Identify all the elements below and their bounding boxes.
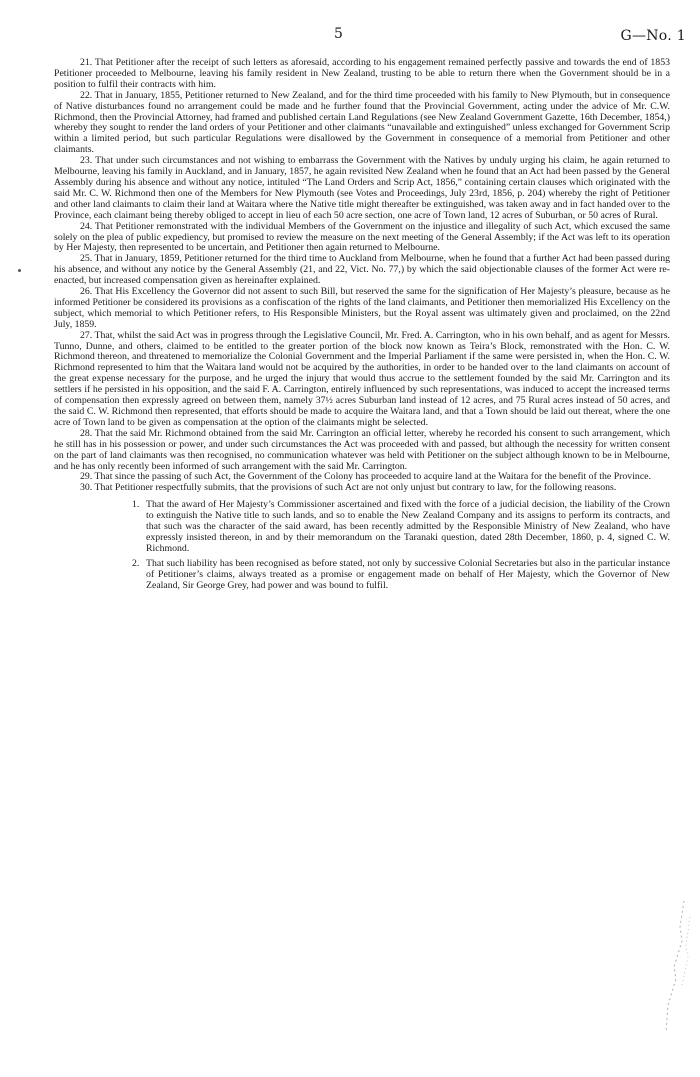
paragraph-25: 25. That in January, 1859, Petitioner returned for the third time to Auckland from Melbourne, when he found that a further Act had been passed during his absence, and without any notice by the General Assembly (21, and 22, Vict. No. 77,) by which the said objectionable clauses of the former Act were re-enacted, but increased compensation given as hereinafter explained. <box>54 253 670 287</box>
reason-text: That the award of Her Majesty’s Commissioner ascertained and fixed with the force of a judicial decision, the liability of the Crown to extinguish the Native title to such lands, and so to enable the New Zealand Company and its assigns to perform its contracts, and that such was the character of the said award, has been recently admitted by the Responsible Ministry of New Zealand, who have expressly insisted thereon, in and by their memorandum on the Taranaki question, dated 28th December, 1860, p. 4, signed C. W. Richmond. <box>146 499 670 554</box>
paragraph-27: 27. That, whilst the said Act was in progress through the Legislative Council, Mr. Fred. A. Carrington, who in his own behalf, and as agent for Messrs. Tunno, Dunne, and others, claimed to be entitled to the greater portion of the block now known as Teira’s Block, remonstrated with the Hon. C. W. Richmond thereon, and threatened to memorialize the Colonial Government and the Imperial Parliament if the same were persisted in, when the Hon. C. W. Richmond represented to him that the Waitara land would not be acquired by the authorities, in order to be handed over to the land claimants on account of the great expense necessary for the purpose, and he urged the injury that would thus accrue to the settlement founded by the said Mr. Carrington and its settlers if he persisted in his opposition, and the said F. A. Carrington, entirely influenced by such representations, was induced to accept the increased terms of compensation then expressly agreed on between them, namely 37½ acres Suburban land instead of 12 acres, and 75 Rural acres instead of 50 acres, and the said C. W. Richmond then represented, that efforts should be made to acquire the Waitara land, and that a Town should be laid out thereat, where the one acre of Town land to be given as compensation at the option of the claimants might be selected. <box>54 329 670 428</box>
paragraph-29: 29. That since the passing of such Act, the Government of the Colony has proceeded to acquire land at the Waitara for the benefit of the Province. <box>80 471 651 483</box>
reason-item <box>132 559 670 592</box>
reasons-list <box>54 500 670 591</box>
paragraph-26: 26. That His Excellency the Governor did not assent to such Bill, but reserved the same for the signification of Her Majesty’s pleasure, because as he informed Petitioner be considered its provisions as a confiscation of the rights of the land claimants, and Petitioner then memorialized His Excellency on the subject, which memorial to which Petitioner refers, to His Responsible Ministers, but the Royal assent was ultimately given and proclaimed, on the 22nd July, 1859. <box>54 286 670 330</box>
paragraph-30: 30. That Petitioner respectfully submits, that the provisions of such Act are not only unjust but contrary to law, for the following reasons. <box>80 482 617 494</box>
series-reference: G—No. 1 <box>620 28 686 44</box>
margin-scribble <box>654 897 694 1037</box>
petition-body <box>54 58 670 596</box>
paragraph-28: 28. That the said Mr. Richmond obtained from the said Mr. Carrington an official letter, whereby he recorded his consent to such arrangement, which he still has in his possession or power, and under such circumstances the Act was proceeded with and passed, but although the necessity for written consent on the part of land claimants was then recognised, no communication whatever was held with Petitioner on the subject although known to be in Melbourne, and he has only recently been informed of such arrangement with the said Mr. Carrington. <box>54 427 670 472</box>
paragraph-21: 21. That Petitioner after the receipt of such letters as aforesaid, according to his engagement remained perfectly passive and towards the end of 1853 Petitioner proceeded to Melbourne, leaving his family resident in New Zealand, trusting to be able to return there when the Government should be in a position to fulfil their contracts with him. <box>54 57 670 90</box>
reason-item <box>132 500 670 555</box>
paragraph-23: 23. That under such circumstances and not wishing to embarrass the Government with the Natives by unduly urging his claim, he again returned to Melbourne, leaving his family in Auckland, and in January, 1857, he again revisited New Zealand when he found that an Act had been passed by the General Assembly during his absence and without any notice, intituled “The Land Orders and Scrip Act, 1856,” containing certain clauses which originated with the said Mr. C. W. Richmond then one of the Members for New Plymouth (see Votes and Proceedings, July 23rd, 1856, p. 204) whereby the right of Petitioner and other land claimants to claim their land at Waitara where the Native title might thereafter be extinguished, was taken away and in fact handed over to the Province, each claimant being thereby obliged to accept in lieu of each 50 acre section, one acre of Town land, 12 acres of Suburban, or 50 acres of Rural. <box>54 155 670 221</box>
page-number: 5 <box>334 26 343 42</box>
margin-dot <box>18 269 21 272</box>
reason-number: 1. <box>132 499 140 511</box>
reason-text: That such liability has been recognised as before stated, not only by successive Colonial Secretaries but also in the particular instance of Petitioner’s claims, always treated as a promise or engagement made on behalf of Her Majesty, which the Governor of New Zealand, Sir George Grey, had power and was bound to fulfil. <box>146 557 670 591</box>
paragraph-22: 22. That in January, 1855, Petitioner returned to New Zealand, and for the third time proceeded with his family to New Plymouth, but in consequence of Native disturbances found no arrangement could be made and he further found that the Provincial Government, acting under the advice of Mr. C.W. Richmond, then the Provincial Attorney, had framed and published certain Land Regulations (see New Zealand Government Gazette, 16th December, 1854,) whereby they sought to render the land orders of your Petitioner and other claimants “unavailable and extinguished” unless exchanged for Government Scrip within a limited period, but such particular Regulations were disallowed by the Government in consequence of a memorial from Petitioner and other claimants. <box>54 89 670 156</box>
reason-number: 2. <box>132 557 140 569</box>
paragraph-24: 24. That Petitioner remonstrated with the individual Members of the Government on the injustice and illegality of such Act, which excused the same solely on the plea of public expediency, but promised to review the measure on the next meeting of the General Assembly; if the Act was left to its operation by Her Majesty, then represented to be uncertain, and Petitioner then again returned to Melbourne. <box>54 220 670 254</box>
